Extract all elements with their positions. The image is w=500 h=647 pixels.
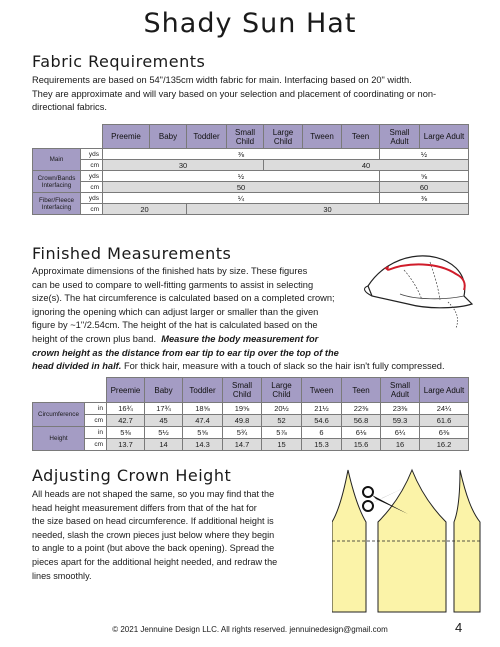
crown-pattern-illustration [332,466,482,616]
table-cell: 5¾ [223,427,262,439]
finished-heading: Finished Measurements [32,244,232,263]
table-cell: 14.3 [183,439,223,451]
table-cell: 23⅜ [381,403,420,415]
text-line: head height measurement differs from that of the hat for [32,502,257,513]
table-cell: 50 [103,182,380,193]
col-header: Teen [342,378,381,403]
finished-intro [32,265,377,360]
unit-yds: yds [81,193,103,204]
fabric-heading: Fabric Requirements [32,52,206,71]
table-cell: 20½ [262,403,302,415]
unit-cm: cm [81,160,103,171]
table-cell: 13.7 [107,439,145,451]
table-cell: 17¾ [145,403,183,415]
text-line: can be used to compare to well-fitting garments to assist in selecting [32,279,314,290]
col-header: Baby [150,125,187,149]
text-line: pieces apart for the additional height needed, and redraw the [32,556,278,567]
emphasis-text: Measure the body measurement for [161,333,319,344]
finished-tail [32,360,482,374]
table-cell: 6⅛ [342,427,381,439]
emphasis-text: crown height as the distance from ear tip to ear tip over the top of the [32,347,339,358]
table-cell: 15.6 [342,439,381,451]
table-cell: ½ [103,171,380,182]
table-cell: 30 [103,160,264,171]
unit-yds: yds [81,171,103,182]
text-line: They are approximate and will vary based on your selection and placement of coordinating or non- [32,88,437,99]
table-cell: 16 [381,439,420,451]
text-line: needed, slash the crown pieces just below where they begin [32,529,275,540]
text-line: height of the crown plus band. [32,333,157,344]
text-line: directional fabrics. [32,102,107,113]
text-line: figure by ~1"/2.54cm. The height of the hat is calculated based on the [32,320,318,331]
table-cell: 20 [103,204,187,215]
measurements-table [32,377,469,451]
unit-cm: cm [85,439,107,451]
table-cell: 49.8 [223,415,262,427]
table-cell: 5½ [145,427,183,439]
table-cell: 15 [262,439,302,451]
table-cell: ⅜ [103,149,380,160]
col-header: Tween [302,378,342,403]
table-cell: 15.3 [302,439,342,451]
table-cell: 22⅜ [342,403,381,415]
table-cell: 14.7 [223,439,262,451]
text-line: Approximate dimensions of the finished hats by size. These figures [32,266,308,276]
table-cell: 61.6 [420,415,469,427]
col-header: Large Child [262,378,302,403]
col-header: Small Adult [381,378,420,403]
table-cell: 18⅝ [183,403,223,415]
text-line: All heads are not shaped the same, so you may find that the [32,489,275,499]
table-cell: 52 [262,415,302,427]
col-header: Baby [145,378,183,403]
col-header: Preemie [103,125,150,149]
col-header: Large Adult [420,378,469,403]
table-cell: ⅝ [380,171,469,182]
footer: © 2021 Jennuine Design LLC. All rights reserved. jennuinedesign@gmail.com [112,625,388,634]
text-line: For thick hair, measure with a touch of slack so the hair isn't fully compressed. [121,361,445,371]
table-cell: 47.4 [183,415,223,427]
table-cell: 59.3 [381,415,420,427]
col-header: Small Adult [380,125,420,149]
table-cell: 24¼ [420,403,469,415]
row-label-circumference: Circumference [33,403,85,427]
table-cell: ¼ [103,193,380,204]
table-cell: 16¾ [107,403,145,415]
table-cell: 6¼ [381,427,420,439]
text-line: size(s). The hat circumference is calculated based on a completed crown; [32,293,335,304]
text-line: lines smoothly. [32,570,92,581]
col-header: Large Child [264,125,303,149]
table-cell: 30 [187,204,469,215]
unit-in: in [85,427,107,439]
fabric-table [32,124,469,215]
table-cell: 14 [145,439,183,451]
hat-illustration [360,244,482,330]
fabric-intro [32,74,482,115]
unit-cm: cm [85,415,107,427]
emphasis-text: head divided in half. [32,361,122,371]
col-header: Toddler [187,125,227,149]
row-label-main: Main [33,149,81,171]
unit-cm: cm [81,182,103,193]
table-cell: 5⅜ [107,427,145,439]
table-cell: 60 [380,182,469,193]
unit-cm: cm [81,204,103,215]
table-cell: 21½ [302,403,342,415]
text-line: to angle to a point (but above the back opening). Spread the [32,543,275,554]
table-cell: 54.6 [302,415,342,427]
text-line: Requirements are based on 54"/135cm width fabric for main. Interfacing based on 20" width. [32,75,412,85]
unit-in: in [85,403,107,415]
table-cell: 5⅝ [183,427,223,439]
col-header: Small Child [227,125,264,149]
table-cell: 45 [145,415,183,427]
adjust-text [32,488,332,583]
table-cell: 5⅞ [262,427,302,439]
table-cell: 42.7 [107,415,145,427]
row-label-height: Height [33,427,85,451]
text-line: the size based on head circumference. If additional height is [32,516,274,527]
col-header: Teen [342,125,380,149]
col-header: Tween [303,125,342,149]
table-cell: ⅜ [380,193,469,204]
table-cell: 6 [302,427,342,439]
table-cell: ½ [380,149,469,160]
col-header: Small Child [223,378,262,403]
unit-yds: yds [81,149,103,160]
table-cell: 6⅜ [420,427,469,439]
text-line: ignoring the opening which can adjust larger or smaller than the given [32,306,319,317]
page-number: 4 [455,620,463,635]
table-cell: 19⅝ [223,403,262,415]
row-label-crown: Crown/Bands Interfacing [33,171,81,193]
row-label-fiber: Fiber/Fleece Interfacing [33,193,81,215]
page-title: Shady Sun Hat [143,8,357,39]
col-header: Toddler [183,378,223,403]
table-cell: 56.8 [342,415,381,427]
table-cell: 40 [264,160,469,171]
table-cell: 16.2 [420,439,469,451]
col-header: Large Adult [420,125,469,149]
adjust-heading: Adjusting Crown Height [32,466,232,485]
col-header: Preemie [107,378,145,403]
